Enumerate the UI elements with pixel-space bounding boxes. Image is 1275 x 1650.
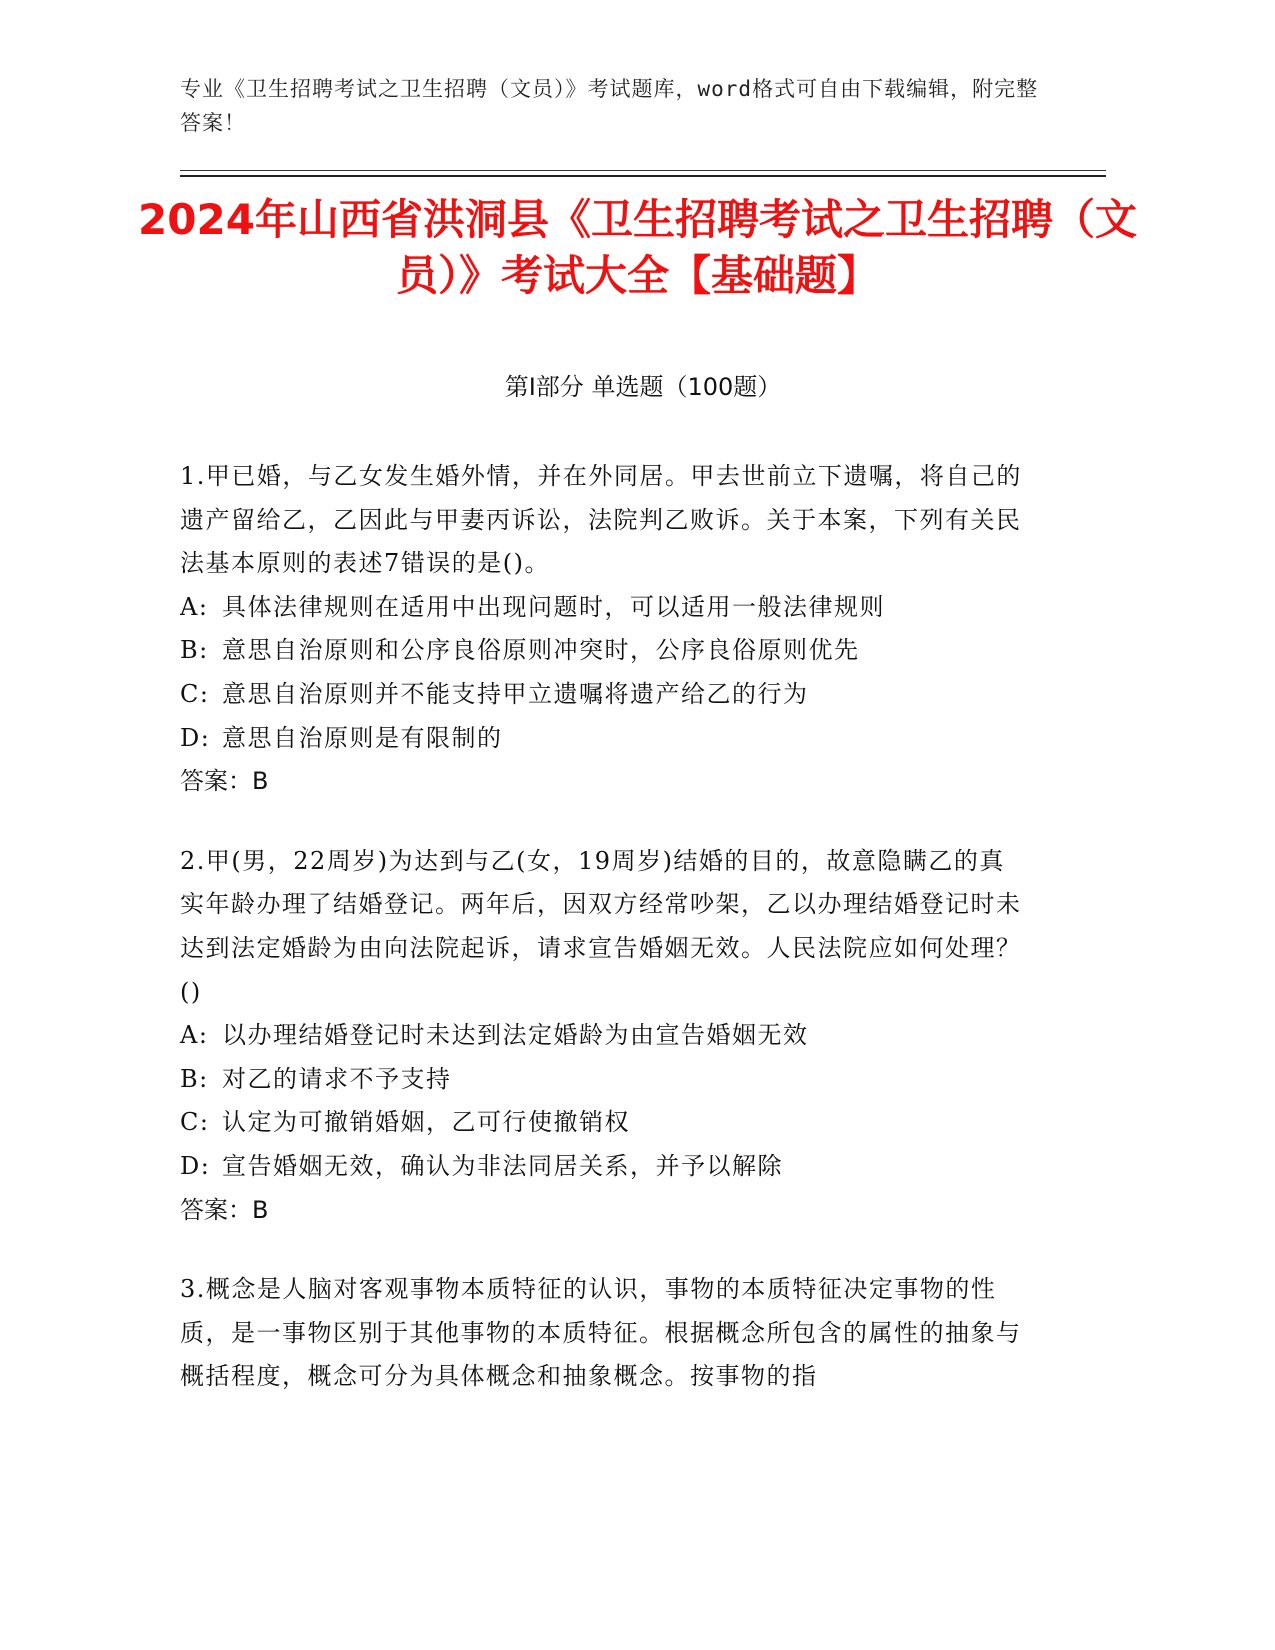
question-stem: 1.甲已婚，与乙女发生婚外情，并在外同居。甲去世前立下遗嘱，将自己的遗产留给乙，乙因此与甲妻丙诉讼，法院判乙败诉。关于本案，下列有关民法基本原则的表述7错误的是()。 xyxy=(180,462,1022,578)
option-a xyxy=(180,1014,1030,1058)
option-text: 意思自治原则并不能支持甲立遗嘱将遗产给乙的行为 xyxy=(222,679,809,708)
document-title: 2024年山西省洪洞县《卫生招聘考试之卫生招聘（文员）》考试大全【基础题】 xyxy=(138,195,1137,300)
option-key: D: xyxy=(180,723,211,752)
answer-label: 答案： xyxy=(180,1195,252,1224)
question-list xyxy=(180,455,1030,1435)
option-key: B: xyxy=(180,1064,209,1093)
option-b xyxy=(180,629,1030,673)
option-b xyxy=(180,1058,1030,1102)
question-1 xyxy=(180,455,1030,804)
option-key: C: xyxy=(180,679,210,708)
option-text: 对乙的请求不予支持 xyxy=(222,1064,452,1093)
option-text: 意思自治原则是有限制的 xyxy=(222,723,503,752)
option-a xyxy=(180,586,1030,630)
option-c xyxy=(180,1101,1030,1145)
question-stem: 3.概念是人脑对客观事物本质特征的认识，事物的本质特征决定事物的性质，是一事物区别于其他事物的本质特征。根据概念所包含的属性的抽象与概括程度，概念可分为具体概念和抽象概念。按事物的指 xyxy=(180,1275,1022,1391)
question-2 xyxy=(180,840,1030,1232)
question-3 xyxy=(180,1268,1030,1399)
answer-value: B xyxy=(252,767,269,796)
answer-label: 答案： xyxy=(180,767,252,796)
header-note: 专业《卫生招聘考试之卫生招聘（文员）》考试题库，word格式可自由下载编辑，附完整答案！ xyxy=(180,77,1039,135)
option-key: C: xyxy=(180,1108,210,1137)
section-title: 第I部分 单选题（100题） xyxy=(504,373,782,401)
header-divider-thick xyxy=(180,175,1106,177)
answer-value: B xyxy=(252,1195,269,1224)
answer-line xyxy=(180,760,1030,804)
option-key: B: xyxy=(180,636,209,665)
answer-line xyxy=(180,1189,1030,1233)
option-text: 宣告婚姻无效，确认为非法同居关系，并予以解除 xyxy=(222,1151,783,1180)
header-divider-thin xyxy=(180,170,1106,171)
option-text: 认定为可撤销婚姻，乙可行使撤销权 xyxy=(222,1108,630,1137)
option-key: A: xyxy=(180,592,209,621)
option-d xyxy=(180,717,1030,761)
option-d xyxy=(180,1145,1030,1189)
question-stem: 2.甲(男，22周岁)为达到与乙(女，19周岁)结婚的目的，故意隐瞒乙的真实年龄办理了结婚登记。两年后，因双方经常吵架，乙以办理结婚登记时未达到法定婚龄为由向法院起诉，请求宣告婚姻无效。人民法院应如何处理？() xyxy=(180,846,1022,1006)
option-text: 意思自治原则和公序良俗原则冲突时，公序良俗原则优先 xyxy=(222,636,860,665)
option-key: A: xyxy=(180,1021,209,1050)
option-text: 以办理结婚登记时未达到法定婚龄为由宣告婚姻无效 xyxy=(222,1021,809,1050)
option-key: D: xyxy=(180,1151,211,1180)
option-text: 具体法律规则在适用中出现问题时，可以适用一般法律规则 xyxy=(222,592,885,621)
option-c xyxy=(180,673,1030,717)
